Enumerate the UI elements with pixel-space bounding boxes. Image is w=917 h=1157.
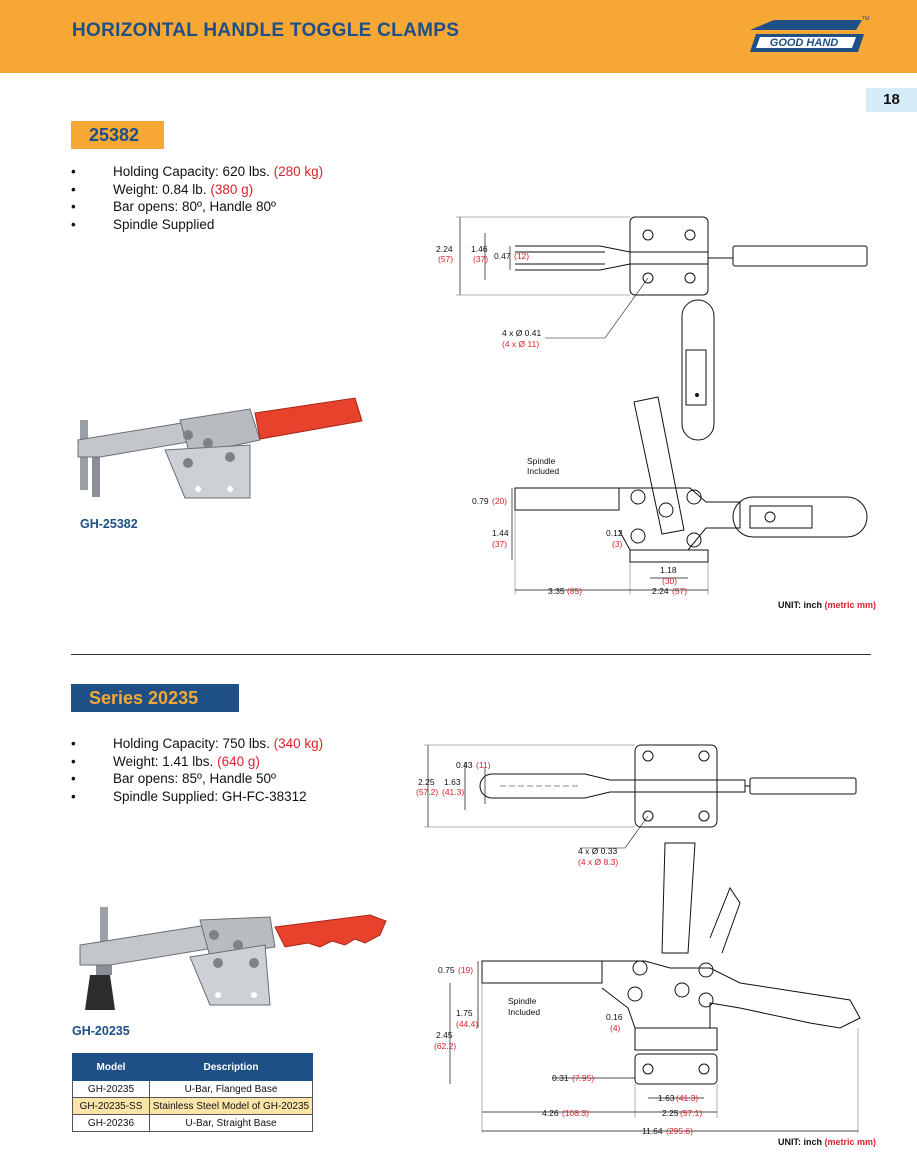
svg-text:1.63: 1.63 (658, 1093, 675, 1103)
svg-text:(108.3): (108.3) (562, 1108, 589, 1118)
svg-text:(44.4): (44.4) (456, 1019, 479, 1029)
svg-text:2.45: 2.45 (436, 1030, 453, 1040)
svg-text:1.44: 1.44 (492, 528, 509, 538)
svg-text:0.12: 0.12 (606, 528, 623, 538)
svg-text:(57): (57) (672, 586, 688, 596)
unit-note-20235: UNIT: inch (metric mm) (778, 1137, 877, 1147)
svg-text:1.18: 1.18 (660, 565, 677, 575)
page-number: 18 (866, 88, 917, 112)
table-cell: GH-20235-SS (73, 1098, 150, 1115)
product-photo-gh-25382 (70, 395, 365, 507)
model-tag-25382: 25382 (71, 121, 164, 149)
svg-text:(30): (30) (662, 576, 678, 586)
svg-text:2.24: 2.24 (436, 244, 453, 254)
svg-text:(4 x Ø 8.3): (4 x Ø 8.3) (578, 857, 619, 867)
svg-text:11.64: 11.64 (642, 1126, 663, 1136)
spec-list-20235 (71, 735, 323, 805)
product-label-gh-25382: GH-25382 (80, 517, 138, 531)
svg-text:Included: Included (508, 1007, 541, 1017)
svg-text:(4): (4) (610, 1023, 621, 1033)
spec-list-25382 (71, 163, 323, 233)
good-hand-logo (746, 12, 868, 58)
unit-note-25382: UNIT: inch (metric mm) (778, 600, 877, 610)
svg-text:1.75: 1.75 (456, 1008, 473, 1018)
svg-text:0.47: 0.47 (494, 251, 511, 261)
svg-text:(62.2): (62.2) (434, 1041, 457, 1051)
svg-text:(85): (85) (567, 586, 583, 596)
svg-text:(41.3): (41.3) (676, 1093, 699, 1103)
model-table (72, 1053, 313, 1132)
spec-item: • Weight: 1.41 lbs. (640 g) (71, 753, 260, 769)
svg-text:(37): (37) (492, 539, 508, 549)
table-header-row (73, 1054, 313, 1081)
dimension-drawing-25382 (430, 210, 880, 610)
svg-text:0.75: 0.75 (438, 965, 455, 975)
model-tag-series-20235: Series 20235 (71, 684, 239, 712)
svg-text:(7.95): (7.95) (572, 1073, 595, 1083)
table-row (73, 1081, 313, 1098)
dimension-drawing-20235 (410, 738, 880, 1138)
svg-text:1.63: 1.63 (444, 777, 461, 787)
spec-item: • Bar opens: 80º, Handle 80º (71, 199, 276, 214)
table-row (73, 1098, 313, 1115)
logo-text: GOOD HAND (769, 37, 839, 49)
svg-text:(19): (19) (458, 965, 474, 975)
table-cell: GH-20236 (73, 1115, 150, 1132)
logo-tm: TM (862, 16, 870, 22)
svg-text:(57): (57) (438, 254, 454, 264)
svg-text:4 x Ø 0.41: 4 x Ø 0.41 (502, 328, 542, 338)
spec-item: • Weight: 0.84 lb. (380 g) (71, 181, 254, 197)
svg-text:0.43: 0.43 (456, 760, 473, 770)
svg-text:Spindle: Spindle (508, 996, 537, 1006)
svg-text:1.46: 1.46 (471, 244, 488, 254)
section-divider (71, 654, 871, 655)
svg-text:0.16: 0.16 (606, 1012, 623, 1022)
svg-text:2.25: 2.25 (418, 777, 435, 787)
spec-item: • Spindle Supplied (71, 216, 215, 232)
table-row (73, 1115, 313, 1132)
table-cell: GH-20235 (73, 1081, 150, 1098)
spec-item: • Bar opens: 85º, Handle 50º (71, 771, 276, 786)
svg-text:Included: Included (527, 466, 560, 476)
svg-text:2.24: 2.24 (652, 586, 669, 596)
table-cell: Stainless Steel Model of GH-20235 (150, 1098, 313, 1115)
table-cell: U-Bar, Flanged Base (150, 1081, 313, 1098)
product-photo-gh-20235 (70, 905, 390, 1020)
page-header (0, 0, 917, 73)
spec-item: • Holding Capacity: 620 lbs. (280 kg) (71, 164, 324, 179)
svg-text:Spindle: Spindle (527, 456, 556, 466)
svg-text:4.26: 4.26 (542, 1108, 559, 1118)
svg-text:0.79: 0.79 (472, 496, 489, 506)
spec-item: • Holding Capacity: 750 lbs. (340 kg) (71, 736, 324, 751)
svg-text:(20): (20) (492, 496, 508, 506)
svg-text:(37): (37) (473, 254, 489, 264)
svg-text:(12): (12) (514, 251, 530, 261)
svg-text:(3): (3) (612, 539, 623, 549)
svg-text:(41.3): (41.3) (442, 787, 465, 797)
page-title: HORIZONTAL HANDLE TOGGLE CLAMPS (72, 20, 460, 41)
svg-text:2.25: 2.25 (662, 1108, 679, 1118)
svg-text:(57.2): (57.2) (416, 787, 439, 797)
svg-text:0.31: 0.31 (552, 1073, 569, 1083)
svg-text:(4 x Ø 11): (4 x Ø 11) (502, 339, 540, 349)
product-label-gh-20235: GH-20235 (72, 1024, 130, 1038)
table-header-cell: Description (150, 1054, 313, 1081)
svg-text:4 x Ø 0.33: 4 x Ø 0.33 (578, 846, 618, 856)
svg-text:(295.6): (295.6) (666, 1126, 693, 1136)
table-cell: U-Bar, Straight Base (150, 1115, 313, 1132)
spec-item: • Spindle Supplied: GH-FC-38312 (71, 788, 307, 804)
svg-text:(57.1): (57.1) (680, 1108, 703, 1118)
svg-text:(11): (11) (476, 760, 491, 770)
table-header-cell: Model (73, 1054, 150, 1081)
svg-text:3.35: 3.35 (548, 586, 565, 596)
